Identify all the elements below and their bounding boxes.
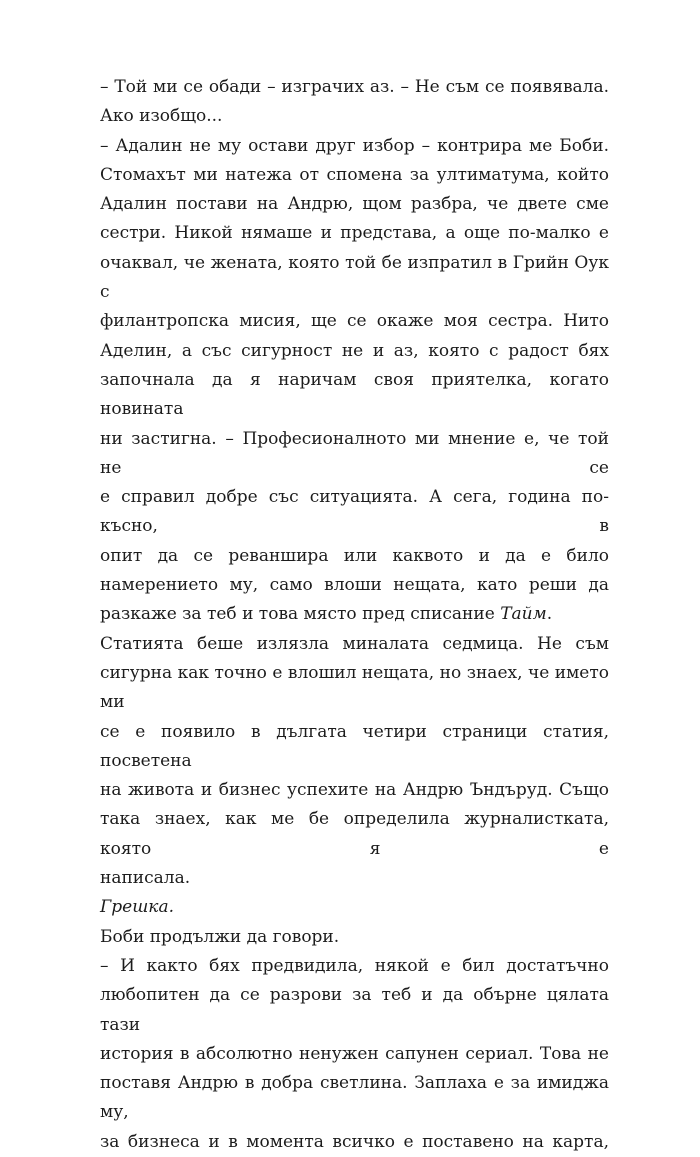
paragraph <box>100 132 609 630</box>
text-line: е справил добре със ситуацията. А сега, година по-късно, в <box>100 487 609 537</box>
text-line: история в абсолютно ненужен сапунен сериал. Това не <box>100 1043 609 1064</box>
magazine-title: Тайм <box>500 604 547 625</box>
paragraph <box>100 73 609 132</box>
text-line: – Адалин не му остави друг избор – контрира ме Боби. <box>100 135 609 156</box>
text-line: филантропска мисия, ще се окаже моя сестра. Нито <box>100 311 609 332</box>
text-line: опит да се реваншира или каквото и да е било <box>100 545 609 566</box>
text-line: написала. <box>100 868 191 889</box>
book-page <box>100 73 609 1157</box>
text-line: Стомахът ми натежа от спомена за ултиматума, който <box>100 164 609 185</box>
text-line: Грешка. <box>100 897 174 918</box>
text-line: любопитен да се разрови за теб и да обърне цялата тази <box>100 985 609 1035</box>
text-line: сигурна как точно е влошил нещата, но знаех, че името ми <box>100 662 609 713</box>
text-line: Ако изобщо... <box>100 106 223 127</box>
text-line: сестри. Никой нямаше и представа, а още по-малко е <box>100 223 609 244</box>
text-run: . <box>546 604 553 625</box>
text-line: така знаех, как ме бе определила журналистката, която я е <box>100 809 609 859</box>
text-line: поставя Андрю в добра светлина. Заплаха е за имиджа му, <box>100 1073 609 1123</box>
text-line: очаквал, че жената, която той бе изпратил в Грийн Оук с <box>100 252 609 303</box>
paragraph <box>100 952 609 1157</box>
text-line: за бизнеса и в момента всичко е поставено на карта, <box>100 1131 609 1152</box>
text-line: Адалин постави на Андрю, щом разбра, че двете сме <box>100 194 609 215</box>
text-run: разкаже за теб и това място пред списание <box>100 604 501 625</box>
text-line: – И както бях предвидила, някой е бил достатъчно <box>100 955 609 976</box>
text-line: – Той ми се обади – изграчих аз. – Не съм се появявала. <box>100 77 609 97</box>
paragraph <box>100 893 609 922</box>
paragraph <box>100 923 609 952</box>
text-line <box>100 600 609 629</box>
text-line: започнала да я наричам своя приятелка, когато новината <box>100 369 609 420</box>
text-line: Боби продължи да говори. <box>100 926 340 947</box>
text-line: се е появило в дългата четири страници статия, посветена <box>100 721 609 771</box>
text-line: Аделин, а със сигурност не и аз, която с радост бях <box>100 340 609 361</box>
text-line: намерението му, само влоши нещата, като реши да <box>100 575 609 596</box>
text-line: Статията беше излязла миналата седмица. Не съм <box>100 633 609 654</box>
paragraph <box>100 630 609 894</box>
text-line: на живота и бизнес успехите на Андрю Ъндъруд. Също <box>100 780 609 801</box>
text-line: ни застигна. – Професионалното ми мнение е, че той не се <box>100 428 609 478</box>
